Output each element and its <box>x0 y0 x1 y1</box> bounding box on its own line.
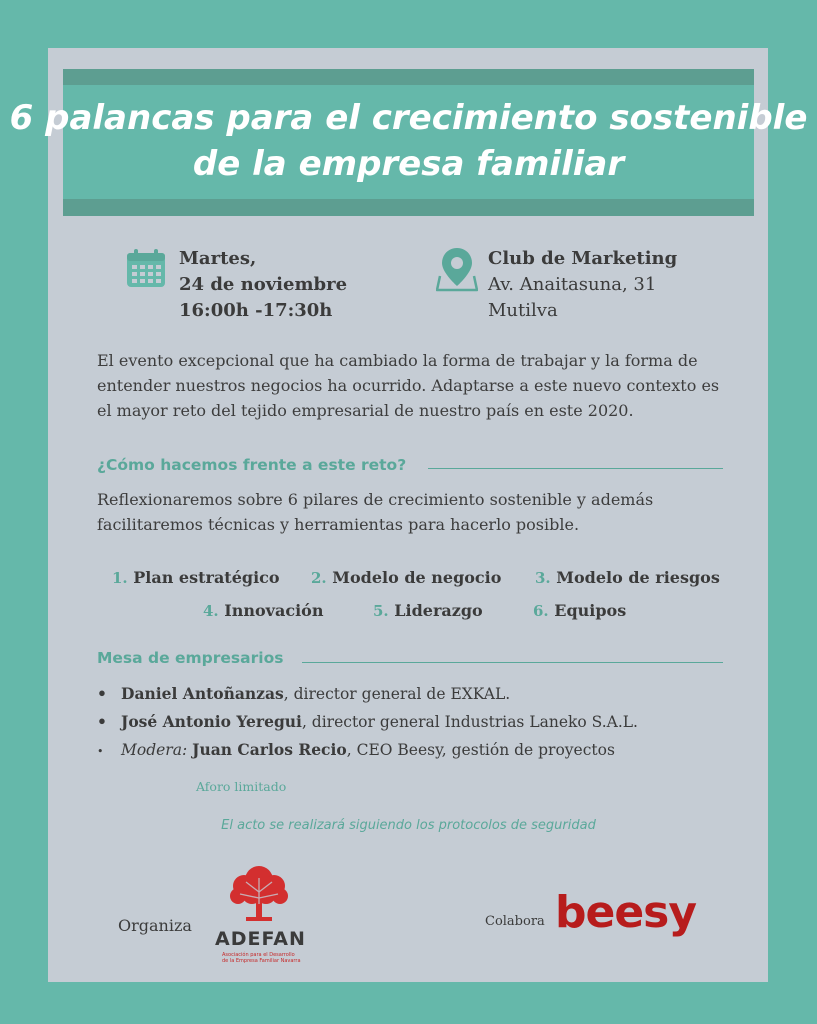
map-pin-icon <box>436 246 478 292</box>
section-heading-reto: ¿Cómo hacemos frente a este reto? <box>97 456 407 474</box>
adefan-tagline <box>222 952 312 964</box>
pillar-label: Modelo de negocio <box>332 568 502 587</box>
venue-address: Av. Anaitasuna, 31 <box>488 274 657 295</box>
adefan-tagline-2: de la Empresa Familiar Navarra <box>222 958 301 964</box>
pillar-number: 6. <box>533 602 549 620</box>
section-rule-reto <box>428 468 723 469</box>
adefan-tagline-1: Asociación para el Desarrollo <box>222 952 295 958</box>
event-time: 16:00h -17:30h <box>179 300 333 321</box>
pillar-label: Plan estratégico <box>133 568 280 587</box>
section-rule-mesa <box>302 662 723 663</box>
safety-note: El acto se realizará siguiendo los protocolos de seguridad <box>221 818 596 833</box>
capacity-note: Aforo limitado <box>196 779 287 794</box>
bullet: • <box>97 745 104 758</box>
pillar-number: 2. <box>311 569 327 587</box>
event-date: 24 de noviembre <box>179 274 348 295</box>
event-location-block <box>488 246 677 324</box>
list-item <box>97 736 737 766</box>
adefan-name: ADEFAN <box>215 928 306 950</box>
speaker-name: José Antonio Yeregui <box>121 712 302 731</box>
title-line-2: de la empresa familiar <box>192 144 625 184</box>
calendar-icon <box>125 248 167 290</box>
pillar-number: 3. <box>535 569 551 587</box>
pillar-5 <box>373 601 483 620</box>
speaker-role: , director general de EXKAL. <box>283 685 511 703</box>
speaker-name: Daniel Antoñanzas <box>121 684 284 703</box>
intro-paragraph: El evento excepcional que ha cambiado la forma de trabajar y la forma de entender nuestros negocios ha ocurrido. Adaptarse a este nuevo contexto es el mayor reto del tejido empresarial de nuestro país en este 2020. <box>97 351 720 420</box>
collaborator-label: Colabora <box>485 914 545 929</box>
venue-name: Club de Marketing <box>488 248 678 269</box>
organizer-label: Organiza <box>118 916 192 935</box>
section-heading-mesa: Mesa de empresarios <box>97 649 284 667</box>
speaker-name: Juan Carlos Recio <box>192 740 347 759</box>
speaker-role: , CEO Beesy, gestión de proyectos <box>346 741 615 759</box>
pillar-1 <box>112 568 280 587</box>
title-line-1: 6 palancas para el crecimiento sostenible <box>9 98 808 138</box>
bullet: • <box>97 684 107 703</box>
event-date-block <box>179 246 347 324</box>
panel-list <box>97 680 737 766</box>
pillar-number: 4. <box>203 602 219 620</box>
bullet: • <box>97 712 107 731</box>
beesy-logo: beesy <box>555 887 697 938</box>
pillar-2 <box>311 568 501 587</box>
event-title <box>0 95 817 187</box>
pillar-label: Equipos <box>554 601 627 620</box>
pillar-6 <box>533 601 626 620</box>
pillar-label: Modelo de riesgos <box>556 568 720 587</box>
section-text-reto: Reflexionaremos sobre 6 pilares de crecimiento sostenible y además facilitaremos técnicas y herramientas para hacerlo posible. <box>97 490 654 534</box>
event-day: Martes, <box>179 248 257 269</box>
pillar-label: Liderazgo <box>394 601 483 620</box>
pillar-label: Innovación <box>224 601 324 620</box>
pillar-4 <box>203 601 323 620</box>
moderator-prefix: Modera: <box>121 741 188 759</box>
list-item <box>97 708 737 736</box>
pillar-number: 1. <box>112 569 128 587</box>
list-item <box>97 680 737 708</box>
speaker-role: , director general Industrias Laneko S.A.L. <box>301 713 638 731</box>
tree-logo-icon <box>228 864 290 924</box>
venue-city: Mutilva <box>488 300 558 321</box>
pillar-number: 5. <box>373 602 389 620</box>
pillar-3 <box>535 568 720 587</box>
